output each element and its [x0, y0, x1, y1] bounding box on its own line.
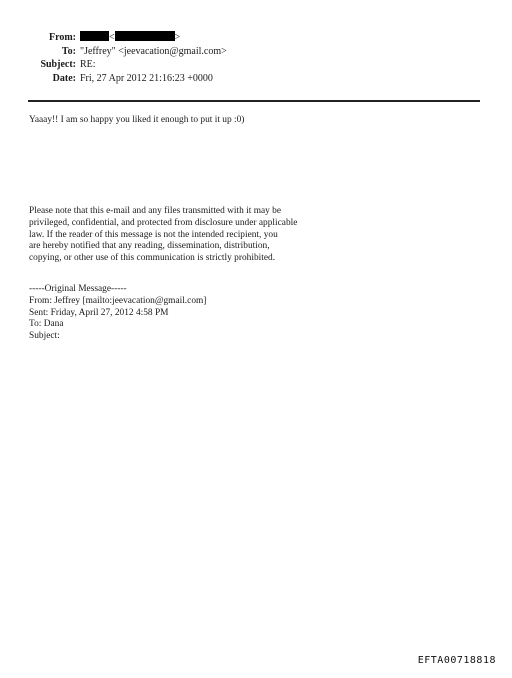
to-label: To: — [61, 45, 76, 57]
disclaimer-block — [29, 206, 297, 265]
from-value — [80, 31, 180, 45]
disclaimer-line: are hereby notified that any reading, dissemination, distribution, — [29, 241, 270, 252]
disclaimer-line: copying, or other use of this communication is strictly prohibited. — [29, 253, 276, 264]
to-value: "Jeffrey" <jeevacation@gmail.com> — [80, 45, 227, 57]
header-divider — [28, 100, 480, 102]
to-row — [0, 45, 512, 59]
subject-value: RE: — [80, 59, 96, 71]
message-greeting — [29, 115, 244, 127]
original-subject-line: Subject: — [29, 331, 60, 342]
from-label: From: — [48, 32, 76, 43]
date-label: Date: — [52, 72, 76, 84]
from-row — [0, 31, 512, 45]
original-message-block — [29, 284, 206, 343]
subject-row — [0, 58, 512, 72]
from-close-bracket: > — [174, 32, 181, 43]
redaction-box — [80, 31, 109, 41]
disclaimer-line: Please note that this e-mail and any files transmitted with it may be — [29, 206, 282, 216]
disclaimer-line: law. If the reader of this message is not the intended recipient, you — [29, 229, 278, 240]
from-open-bracket: < — [109, 32, 115, 43]
bates-number: EFTA00718818 — [417, 655, 496, 666]
subject-label: Subject: — [40, 59, 76, 71]
original-to-line: To: Dana — [29, 319, 64, 330]
greeting-line: Yaaay!! I am so happy you liked it enough to put it up :0) — [29, 115, 245, 125]
email-header — [0, 31, 512, 85]
redaction-box — [115, 31, 175, 41]
original-from-line: From: Jeffrey [mailto:jeevacation@gmail.com] — [29, 295, 207, 306]
original-message-separator: -----Original Message----- — [29, 284, 127, 294]
date-row — [0, 72, 512, 86]
disclaimer-line: privileged, confidential, and protected from disclosure under applicable — [29, 217, 298, 228]
original-sent-line: Sent: Friday, April 27, 2012 4:58 PM — [29, 307, 169, 318]
date-value: Fri, 27 Apr 2012 21:16:23 +0000 — [80, 72, 213, 84]
